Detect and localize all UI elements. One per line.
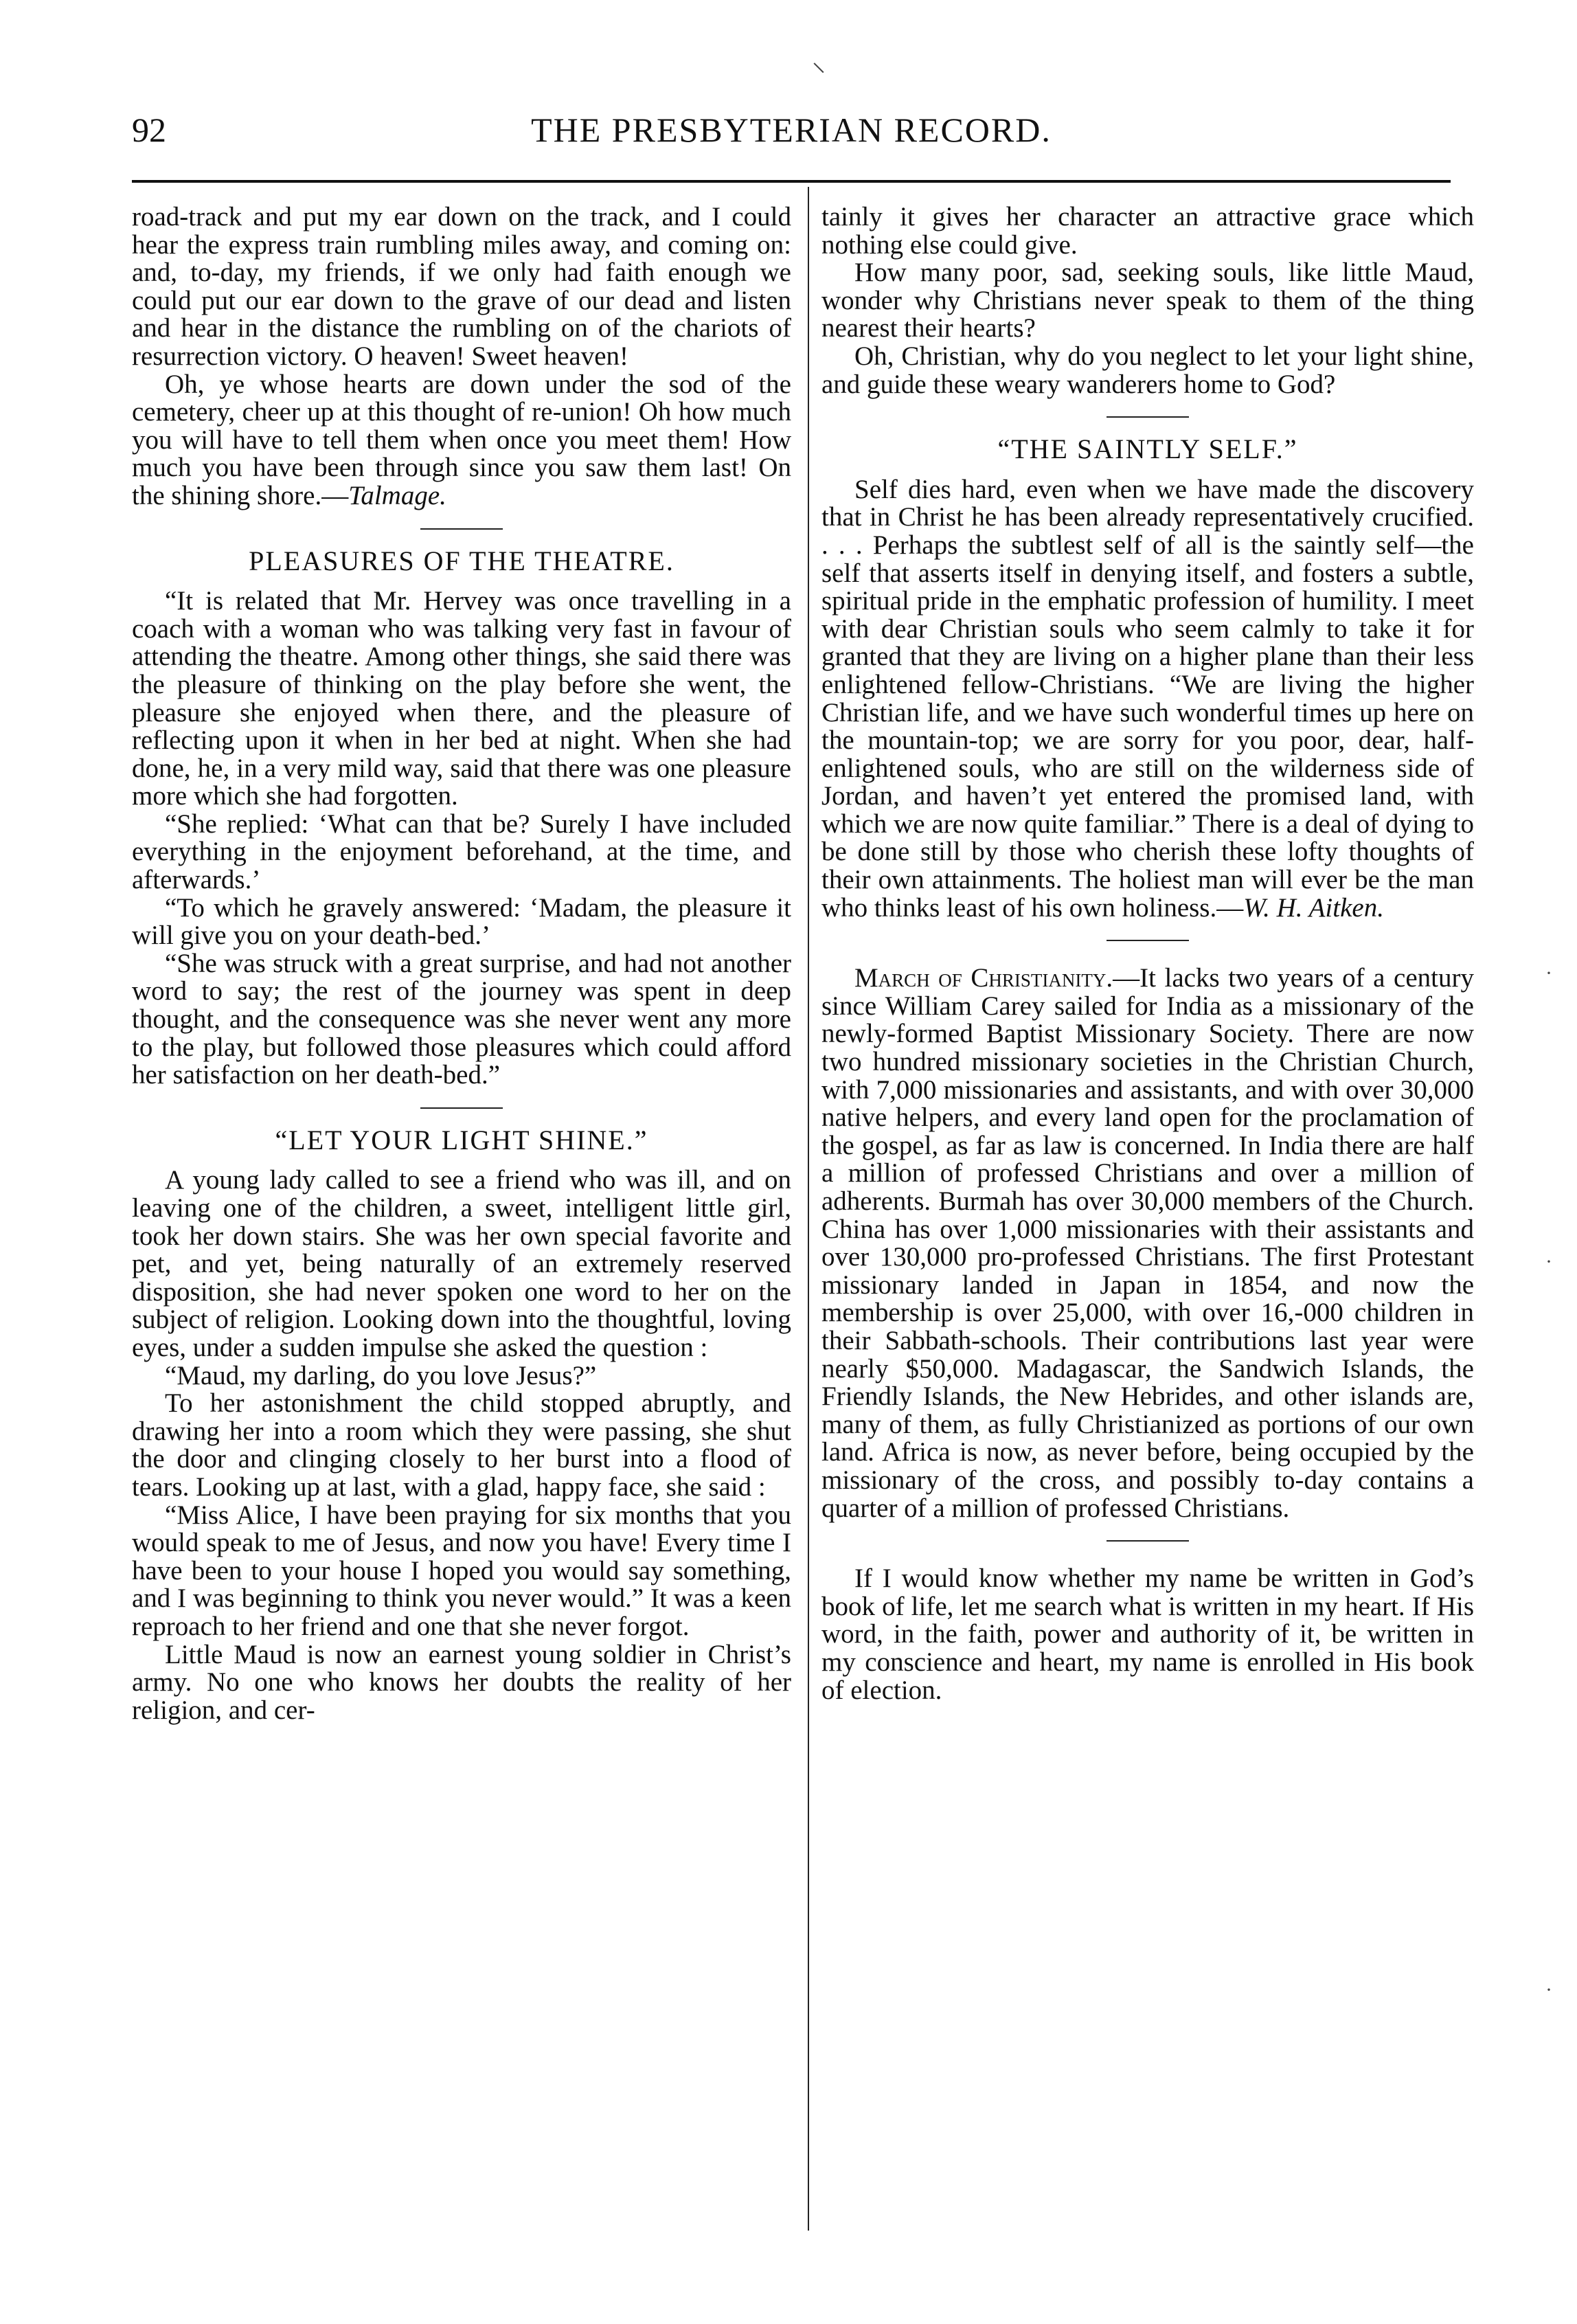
spacer [821, 941, 1474, 964]
talmage-paragraph: road-track and put my ear down on the track, and I could hear the express train rumbling miles away, and coming on: and, to-day, my friends, if we only had faith enough we could put our ear down to the grave of our dead and listen and hear in the distance the rumbling on of the chariots of resurrection victory. O heaven! Sweet heaven! [132, 202, 791, 371]
book-of-life-paragraph: If I would know whether my name be written in God’s book of life, let me search what is written in my heart. If His word, in the faith, power and authority of it, be written in my conscience and heart, my name is enrolled in His book of election. [821, 1564, 1474, 1705]
section-heading-theatre: PLEASURES OF THE THEATRE. [249, 545, 674, 576]
section-heading-saintly: “THE SAINTLY SELF.” [997, 433, 1298, 465]
column-divider [808, 187, 809, 2231]
light-paragraph: “Miss Alice, I have been praying for six months that you would speak to me of Jesus, and now you have! Every time I have been to your house I hoped you would say something, and I was beginning to think you never would.” It was a keen reproach to her friend and one that she never forgot. [132, 1500, 791, 1641]
talmage-signature: Talmage. [348, 480, 446, 510]
light-paragraph: To her astonishment the child stopped abruptly, and drawing her into a room which they were passing, she shut the door and clinging closely to her burst into a flood of tears. Looking up at last, with a glad, happy face, she said : [132, 1388, 791, 1502]
print-speck: · [1545, 962, 1552, 984]
light-continuation: tainly it gives her character an attractive grace which nothing else could give. [821, 202, 1474, 260]
light-paragraph: Oh, Christian, why do you neglect to let your light shine, and guide these weary wanderers home to God? [821, 341, 1474, 399]
section-rule [1107, 416, 1189, 418]
theatre-paragraph: “She was struck with a great surprise, and had not another word to say; the rest of the journey was spent in deep thought, and the consequence was she never went any more to the play, but followed those pleasures which could afford her satisfaction on her death-bed.” [132, 948, 791, 1090]
print-speck: ⸜ [812, 46, 826, 77]
theatre-paragraph: “It is related that Mr. Hervey was once travelling in a coach with a woman who was talking very fast in favour of attending the theatre. Among other things, she said there was the pleasure of thinking on the play before she went, the pleasure she enjoyed when there, and the pleasure of reflecting upon it when in her bed at night. When she had done, he, in a very mild way, said that there was one pleasure more which she had forgotten. [132, 586, 791, 811]
page-header [132, 110, 1451, 165]
saintly-paragraph [821, 476, 1474, 923]
page-number: 92 [132, 111, 166, 149]
march-lead: March of Christianity. [854, 963, 1113, 993]
saintly-signature: W. H. Aitken. [1243, 892, 1384, 923]
light-paragraph: “Maud, my darling, do you love Jesus?” [165, 1360, 597, 1390]
spacer [821, 1542, 1474, 1565]
talmage-paragraph [132, 371, 791, 510]
right-column [821, 203, 1474, 1704]
print-speck: · [1545, 1250, 1552, 1273]
light-paragraph: A young lady called to see a friend who was ill, and on leaving one of the children, a sweet, intelligent little girl, took her down stairs. She was her own special favorite and pet, and yet, being naturally of an extremely reserved disposition, she had never spoken one word to her on the subject of religion. Looking down into the thoughtful, loving eyes, under a sudden impulse she asked the question : [132, 1165, 791, 1362]
light-paragraph: How many poor, sad, seeking souls, like little Maud, wonder why Christians never speak to them of the thing nearest their hearts? [821, 258, 1474, 343]
section-rule [420, 1107, 503, 1109]
march-paragraph [821, 964, 1474, 1522]
left-column [132, 203, 791, 1724]
talmage-text: Oh, ye whose hearts are down under the sod of the cemetery, cheer up at this thought of re-union! Oh how much you will have to tell them when once you meet them! How much you have been through since you saw them last! On the shining shore.— [132, 369, 791, 510]
march-text: —It lacks two years of a century since William Carey sailed for India as a missionary of the newly-formed Baptist Missionary Society. There are now two hundred missionary societies in the Christian Church, with 7,000 missionaries and assistants, and with over 30,000 native helpers, and every land open for the proclamation of the gospel, as far as law is concerned. In India there are half a million of professed Christians and over a million of adherents. Burmah has over 30,000 members of the Church. China has over 1,000 missionaries with their assistants and over 130,000 pro-professed Christians. The first Protestant missionary landed in Japan in 1854, and now the membership is over 25,000, with over 16,-000 children in their Sabbath-schools. Their contributions last year were nearly $50,000. Madagascar, the Sandwich Islands, the Friendly Islands, the New Hebrides, and other islands are, many of them, as fully Christianized as portions of our own land. Africa is now, as never before, being occupied by the missionary of the cross, and possibly to-day contains a quarter of a million of professed Christians. [821, 963, 1474, 1523]
print-speck: · [1545, 1978, 1552, 2001]
running-title: THE PRESBYTERIAN RECORD. [531, 111, 1052, 149]
light-paragraph: Little Maud is now an earnest young soldier in Christ’s army. No one who knows her doubts the reality of her religion, and cer- [132, 1639, 791, 1725]
section-heading-light: “LET YOUR LIGHT SHINE.” [275, 1124, 648, 1155]
theatre-paragraph: “She replied: ‘What can that be? Surely I have included everything in the enjoyment beforehand, at the time, and afterwards.’ [132, 809, 791, 895]
section-rule [420, 528, 503, 530]
theatre-paragraph: “To which he gravely answered: ‘Madam, the pleasure it will give you on your death-bed.’ [132, 892, 791, 951]
saintly-text: Self dies hard, even when we have made the discovery that in Christ he has been already representatively crucified. . . . Perhaps the subtlest self of all is the saintly self—the self that asserts itself in denying itself, and fosters a subtle, spiritual pride in the emphatic profession of humility. I meet with dear Christian souls who seem calmly to take it for granted that they are living on a higher plane than their less enlightened fellow-Christians. “We are living the higher Christian life, and we have such wonderful times up here on the mountain-top; we are sorry for you poor, dear, half-enlightened souls, who are still on the wilderness side of Jordan, and haven’t yet entered the promised land, with which we are now quite familiar.” There is a deal of dying to be done still by those who cherish these lofty thoughts of their own attainments. The holiest man will ever be the man who thinks least of his own holiness.— [821, 474, 1474, 923]
header-rule [132, 180, 1451, 183]
